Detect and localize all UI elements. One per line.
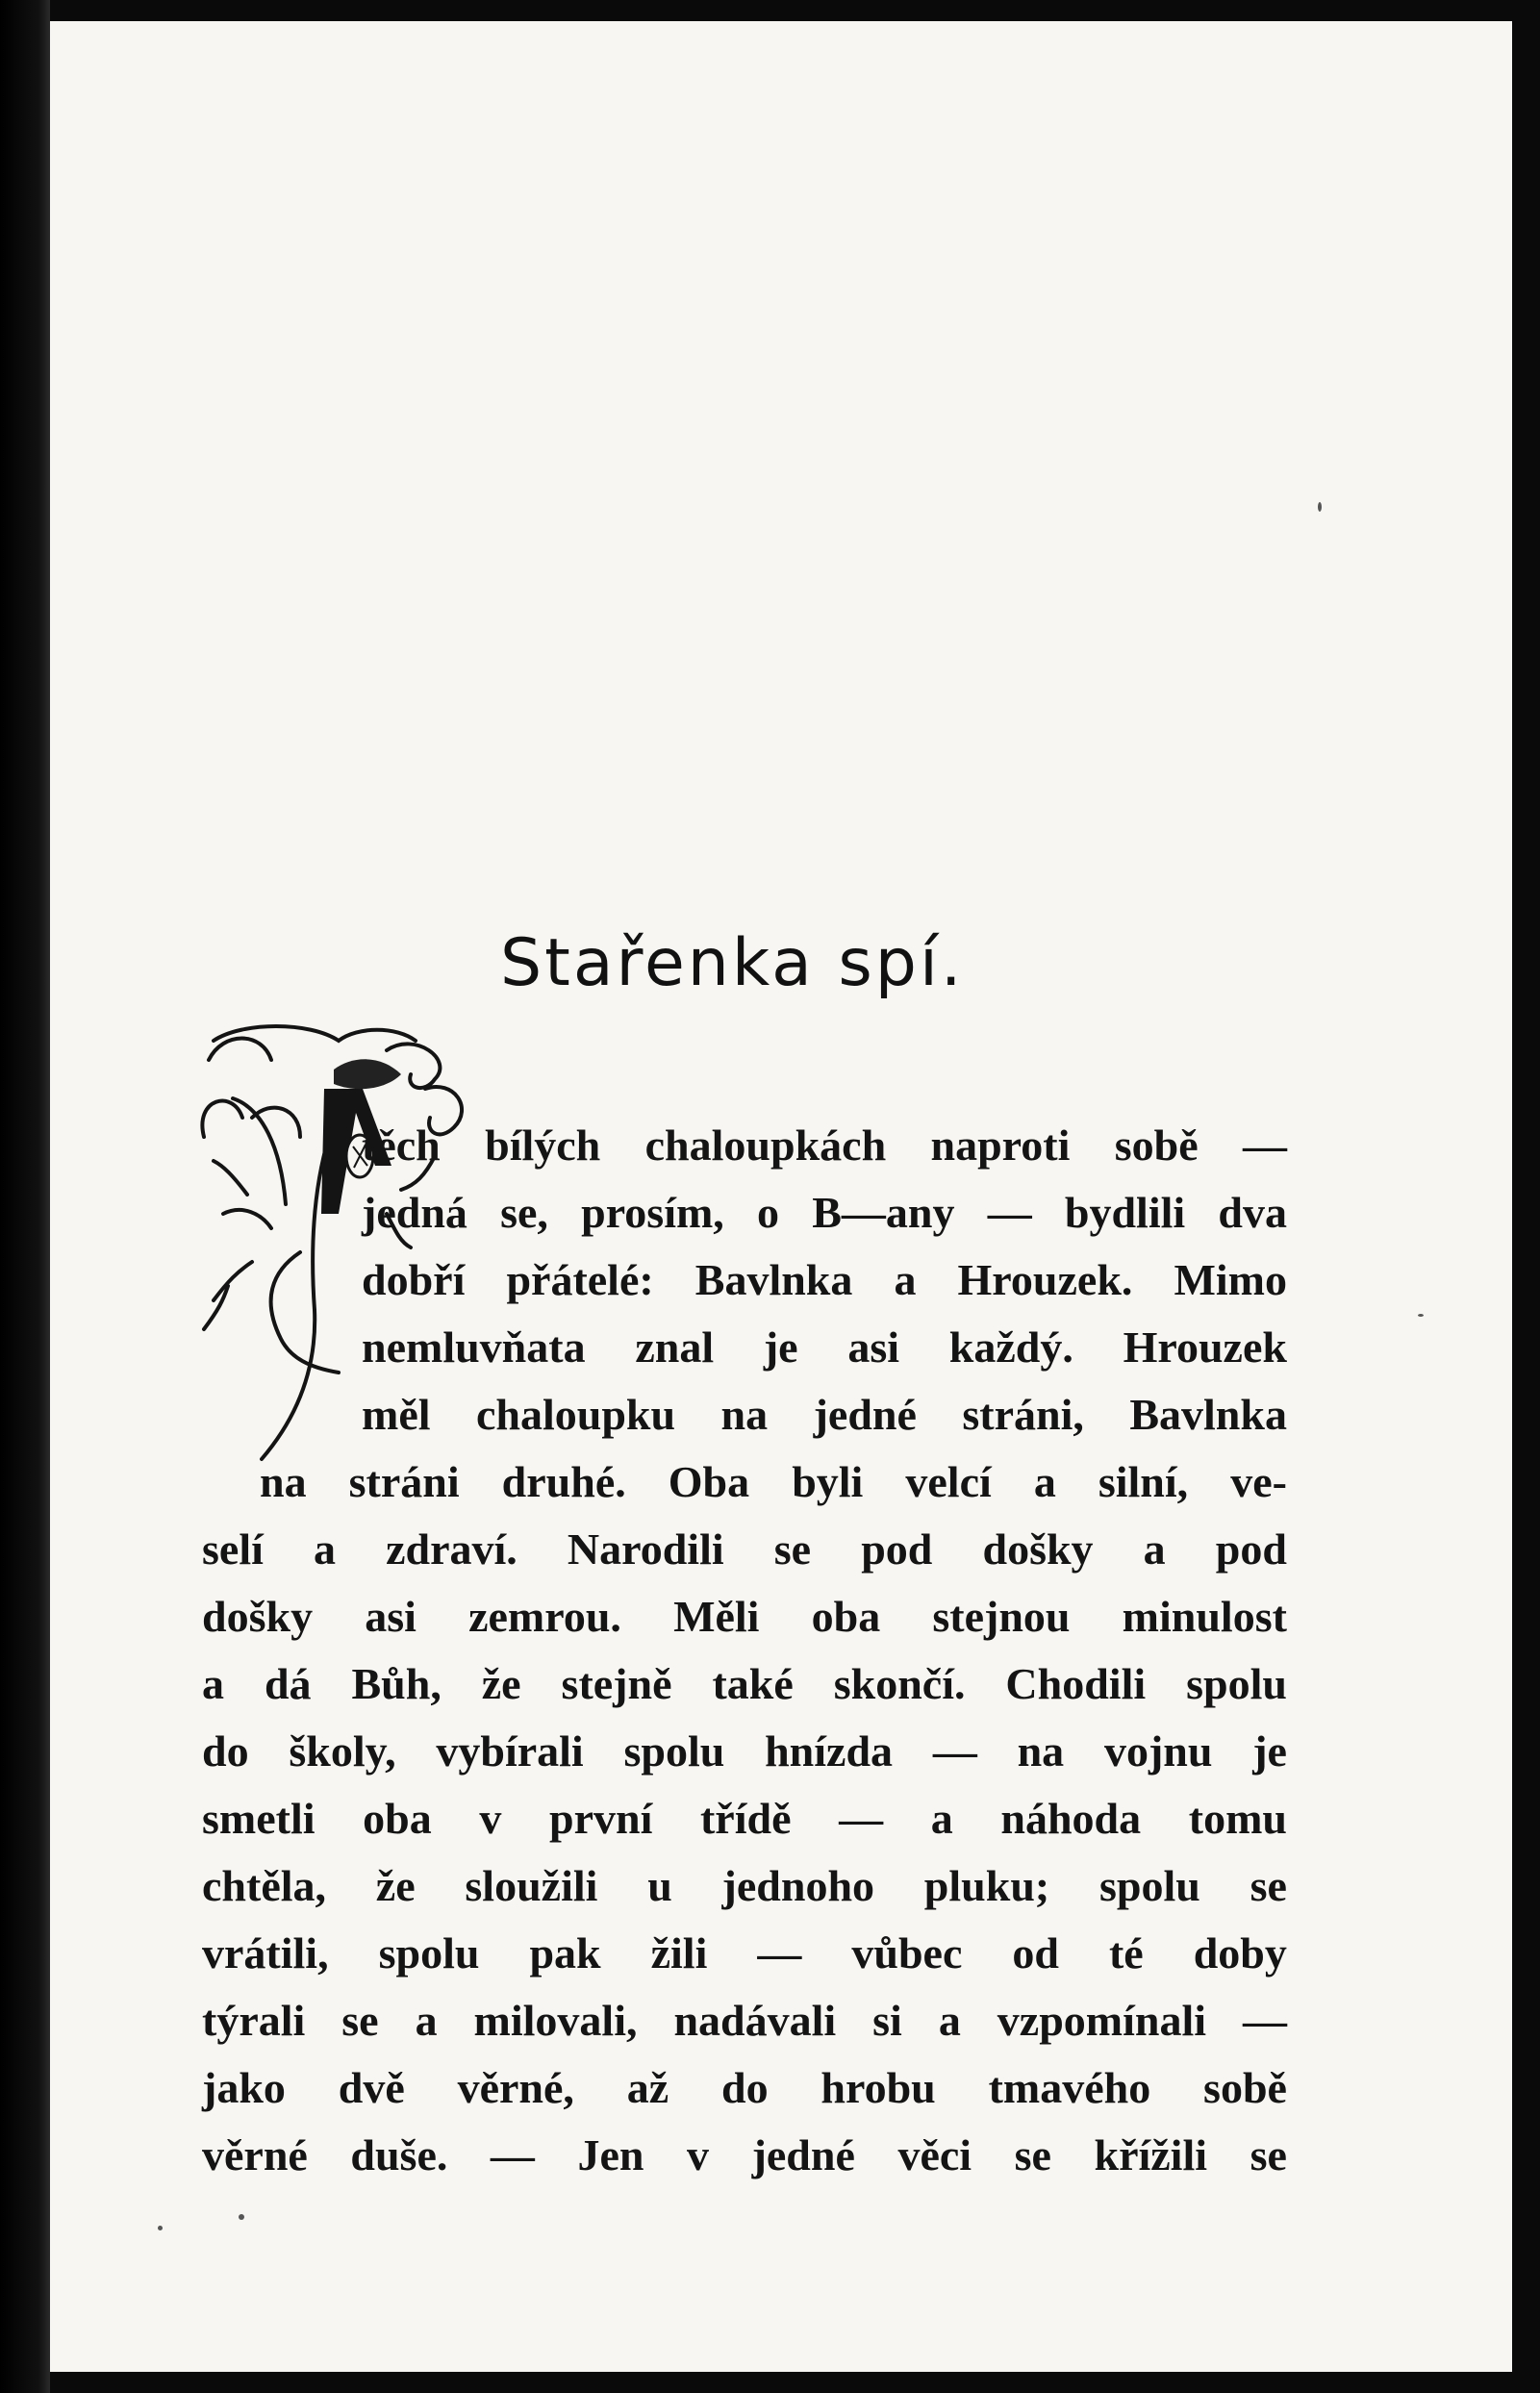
word: došky: [202, 1592, 314, 1641]
text-line: [202, 1927, 1287, 1978]
word: je: [763, 1322, 798, 1372]
word: se: [1250, 1861, 1287, 1910]
word: a: [1143, 1524, 1166, 1574]
word: dá: [264, 1659, 312, 1708]
text-line: [202, 2062, 1287, 2113]
word: —: [1243, 1121, 1287, 1170]
word: chaloupkách: [644, 1121, 887, 1170]
word: na: [1017, 1726, 1065, 1776]
word: že: [375, 1861, 416, 1910]
word: skončí.: [833, 1659, 966, 1708]
word: a: [930, 1794, 953, 1843]
text-line: [362, 1254, 1287, 1305]
word: v: [479, 1794, 502, 1843]
paper-speck: [158, 2226, 163, 2230]
word: přátelé:: [506, 1255, 654, 1304]
word: křížili: [1094, 2130, 1208, 2179]
word: těch: [362, 1121, 441, 1170]
word: —: [490, 2130, 535, 2179]
word: dobří: [362, 1255, 466, 1304]
word: spolu: [1186, 1659, 1287, 1708]
word: věrné,: [457, 2063, 574, 2112]
word: té: [1108, 1928, 1144, 1977]
word: až: [626, 2063, 669, 2112]
word: silní,: [1098, 1457, 1189, 1506]
word: hrobu: [820, 2063, 936, 2112]
word: selí: [202, 1524, 264, 1574]
word: vybírali: [436, 1726, 584, 1776]
word: —: [839, 1794, 884, 1843]
word: tmavého: [988, 2063, 1151, 2112]
word: milovali,: [473, 1996, 638, 2045]
word: je: [1252, 1726, 1287, 1776]
text-line: [260, 1456, 1287, 1507]
word: stráni,: [962, 1390, 1084, 1439]
word: naproti: [930, 1121, 1071, 1170]
word: že: [481, 1659, 521, 1708]
word: —: [1243, 1996, 1287, 2045]
text-line: [202, 1995, 1287, 2046]
word: školy,: [289, 1726, 396, 1776]
word: Měli: [673, 1592, 760, 1641]
word: Bavlnka: [1129, 1390, 1287, 1439]
word: —: [987, 1188, 1032, 1237]
text-line: [202, 1725, 1287, 1776]
word: jako: [202, 2063, 286, 2112]
word: vojnu: [1103, 1726, 1213, 1776]
word: se: [341, 1996, 379, 2045]
word: Hrouzek.: [957, 1255, 1133, 1304]
word: u: [647, 1861, 672, 1910]
word: chaloupku: [475, 1390, 676, 1439]
word: Oba: [668, 1457, 750, 1506]
word: zemrou.: [468, 1592, 621, 1641]
paper-speck: [1318, 502, 1322, 512]
text-line: [202, 2129, 1287, 2180]
word: jednoho: [721, 1861, 875, 1910]
text-line: [202, 1591, 1287, 1642]
word: jedná: [362, 1188, 467, 1237]
word: Chodili: [1005, 1659, 1147, 1708]
word: vrátili,: [202, 1928, 329, 1977]
word: Bůh,: [351, 1659, 442, 1708]
word: tomu: [1188, 1794, 1287, 1843]
word: jedné: [751, 2130, 855, 2179]
word: dvě: [338, 2063, 405, 2112]
word: vzpomínali: [997, 1996, 1207, 2045]
word: Jen: [577, 2130, 644, 2179]
word: pluku;: [923, 1861, 1050, 1910]
text-line: [362, 1322, 1287, 1373]
book-page: [50, 21, 1512, 2372]
word: znal: [635, 1322, 715, 1372]
word: —: [757, 1928, 802, 1977]
word: každý.: [948, 1322, 1073, 1372]
word: a: [1033, 1457, 1056, 1506]
word: nemluvňata: [362, 1322, 586, 1372]
text-line: [362, 1120, 1287, 1171]
word: sobě: [1114, 1121, 1199, 1170]
text-line: [202, 1524, 1287, 1574]
word: bílých: [485, 1121, 601, 1170]
word: stejnou: [932, 1592, 1071, 1641]
word: —: [932, 1726, 977, 1776]
word: spolu: [1099, 1861, 1200, 1910]
word: stráni: [348, 1457, 460, 1506]
word: si: [872, 1996, 902, 2045]
word: minulost: [1122, 1592, 1287, 1641]
word: měl: [362, 1390, 431, 1439]
word: se,: [500, 1188, 548, 1237]
text-line: [362, 1389, 1287, 1440]
word: byli: [792, 1457, 864, 1506]
word: se: [1250, 2130, 1287, 2179]
word: a: [202, 1659, 224, 1708]
word: žili: [650, 1928, 708, 1977]
word: na: [720, 1390, 769, 1439]
word: sloužili: [465, 1861, 598, 1910]
word: Narodili: [567, 1524, 724, 1574]
chapter-title: Stařenka spí.: [500, 925, 965, 1001]
text-line: [362, 1187, 1287, 1238]
word: Hrouzek: [1123, 1322, 1287, 1372]
word: chtěla,: [202, 1861, 327, 1910]
word: do: [720, 2063, 769, 2112]
word: v: [687, 2130, 710, 2179]
word: Mimo: [1174, 1255, 1287, 1304]
word: ve-: [1230, 1457, 1287, 1506]
paper-speck: [1418, 1314, 1424, 1317]
word: a: [314, 1524, 336, 1574]
word: první: [548, 1794, 653, 1843]
word: také: [712, 1659, 794, 1708]
word: od: [1012, 1928, 1059, 1977]
word: o: [757, 1188, 780, 1237]
word: na: [260, 1457, 307, 1506]
text-line: [202, 1658, 1287, 1709]
word: asi: [365, 1592, 417, 1641]
word: nadávali: [673, 1996, 837, 2045]
word: doby: [1193, 1928, 1287, 1977]
word: jedné: [813, 1390, 917, 1439]
word: vůbec: [851, 1928, 963, 1977]
word: zdraví.: [386, 1524, 518, 1574]
word: prosím,: [581, 1188, 724, 1237]
word: se: [773, 1524, 812, 1574]
word: pod: [1215, 1524, 1287, 1574]
word: B—any: [812, 1188, 955, 1237]
word: asi: [847, 1322, 900, 1372]
word: oba: [363, 1794, 432, 1843]
word: hnízda: [765, 1726, 894, 1776]
word: došky: [982, 1524, 1094, 1574]
word: bydlili: [1064, 1188, 1186, 1237]
word: a: [415, 1996, 438, 2045]
word: pod: [861, 1524, 933, 1574]
word: dva: [1218, 1188, 1287, 1237]
text-line: [202, 1793, 1287, 1844]
word: duše.: [350, 2130, 448, 2179]
word: a: [894, 1255, 917, 1304]
word: věci: [897, 2130, 972, 2179]
word: smetli: [202, 1794, 316, 1843]
word: oba: [811, 1592, 881, 1641]
word: týrali: [202, 1996, 306, 2045]
word: sobě: [1203, 2063, 1287, 2112]
word: druhé.: [501, 1457, 626, 1506]
word: do: [202, 1726, 249, 1776]
binding-edge: [0, 0, 50, 2393]
word: spolu: [378, 1928, 480, 1977]
word: Bavlnka: [694, 1255, 853, 1304]
word: velcí: [905, 1457, 992, 1506]
text-line: [202, 1860, 1287, 1911]
word: stejně: [561, 1659, 672, 1708]
word: pak: [529, 1928, 601, 1977]
word: a: [938, 1996, 961, 2045]
word: spolu: [623, 1726, 725, 1776]
word: třídě: [699, 1794, 792, 1843]
word: náhoda: [1000, 1794, 1142, 1843]
word: se: [1014, 2130, 1051, 2179]
paper-speck: [239, 2214, 244, 2220]
word: věrné: [202, 2130, 308, 2179]
